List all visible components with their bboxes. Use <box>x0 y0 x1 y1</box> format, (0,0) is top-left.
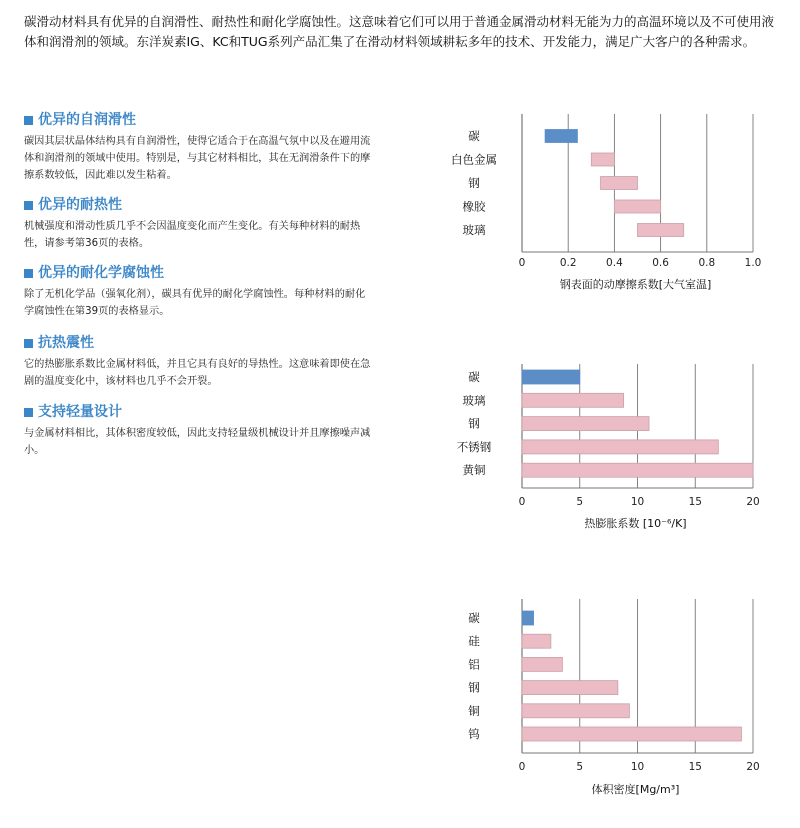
section-body: 碳因其层状晶体结构具有自润滑性，使得它适合于在高温气氛中以及在避用流体和润滑剂的领域中使用。特别是，与其它材料相比，其在无润滑条件下的摩擦系数较低，因此难以发生粘着。 <box>24 136 371 181</box>
category-label: 黄铜 <box>462 463 486 478</box>
bar-钢 <box>522 417 649 431</box>
section-body: 它的热膨胀系数比金属材料低，并且它具有良好的导热性。这意味着即使在急剧的温度变化中，该材料也几乎不会开裂。 <box>24 359 371 387</box>
x-tick-label: 0.6 <box>652 257 669 269</box>
bar-碳 <box>545 130 577 143</box>
x-tick-label: 5 <box>576 496 584 508</box>
x-tick-label: 10 <box>630 496 645 508</box>
x-tick-label: 1.0 <box>744 257 762 269</box>
bar-不锈钢 <box>522 440 718 454</box>
bar-玻璃 <box>522 393 624 407</box>
category-label: 钢 <box>468 416 480 431</box>
category-label: 玻璃 <box>462 393 486 408</box>
bar-钨 <box>522 727 741 741</box>
bar-硅 <box>522 634 551 648</box>
bar-碳 <box>522 370 580 384</box>
section-body: 与金属材料相比，其体积密度较低，因此支持轻量级机械设计并且摩擦噪声减小。 <box>24 428 371 456</box>
category-label: 铝 <box>468 657 480 672</box>
bar-黄铜 <box>522 463 753 477</box>
section-title: 支持轻量设计 <box>38 404 122 420</box>
category-label: 碳 <box>468 370 480 384</box>
section-title: 抗热震性 <box>38 335 94 351</box>
x-tick-label: 10 <box>630 761 645 773</box>
section-title: 优异的耐化学腐蚀性 <box>38 265 164 281</box>
x-axis-label: 热膨胀系数 [10⁻⁶/K] <box>584 517 687 530</box>
x-tick-label: 0.4 <box>606 257 623 269</box>
x-tick-label: 0 <box>518 496 526 508</box>
x-tick-label: 15 <box>688 761 702 773</box>
category-label: 碳 <box>468 129 480 143</box>
x-tick-label: 0 <box>518 257 526 269</box>
category-label: 碳 <box>468 611 480 625</box>
category-label: 钢 <box>468 680 480 695</box>
x-axis-label: 钢表面的动摩擦系数[大气室温] <box>559 278 712 291</box>
section-title: 优异的自润滑性 <box>38 112 136 128</box>
bar-白色金属 <box>591 153 614 166</box>
intro-paragraph: 碳滑动材料具有优异的自润滑性、耐热性和耐化学腐蚀性。这意味着它们可以用于普通金属滑动材料无能为力的高温环境以及不可使用液体和润滑剂的领域。东洋炭素IG、KC和TUG系列产品汇集了在滑动材料领域耕耘多年的技术、开发能力，满足广大客户的各种需求。 <box>24 14 775 49</box>
bar-铜 <box>522 704 629 718</box>
category-label: 不锈钢 <box>456 439 492 454</box>
category-label: 铜 <box>468 703 480 718</box>
section-title: 优异的耐热性 <box>38 197 122 213</box>
section-body: 机械强度和滑动性质几乎不会因温度变化而产生变化。有关每种材料的耐热性，请参考第36页的表格。 <box>24 221 361 249</box>
category-label: 橡胶 <box>462 199 486 214</box>
bar-玻璃 <box>638 224 684 237</box>
bar-铝 <box>522 657 562 671</box>
bar-橡胶 <box>614 200 660 213</box>
x-tick-label: 0 <box>518 761 526 773</box>
category-label: 硅 <box>468 634 480 649</box>
section-body: 除了无机化学品（强氧化剂），碳具有优异的耐化学腐蚀性。每种材料的耐化学腐蚀性在第39页的表格显示。 <box>24 289 366 317</box>
x-tick-label: 0.2 <box>559 257 577 269</box>
x-tick-label: 20 <box>746 496 760 508</box>
x-tick-label: 0.8 <box>698 257 716 269</box>
bar-钢 <box>522 681 618 695</box>
x-axis-label: 体积密度[Mg/m³] <box>591 783 680 796</box>
bar-碳 <box>522 611 534 625</box>
category-label: 玻璃 <box>462 223 486 237</box>
category-label: 钢 <box>468 176 480 190</box>
x-tick-label: 20 <box>746 761 760 773</box>
category-label: 白色金属 <box>451 152 497 167</box>
x-tick-label: 15 <box>688 496 702 508</box>
category-label: 钨 <box>468 727 480 741</box>
x-tick-label: 5 <box>576 761 584 773</box>
bar-钢 <box>601 177 638 190</box>
